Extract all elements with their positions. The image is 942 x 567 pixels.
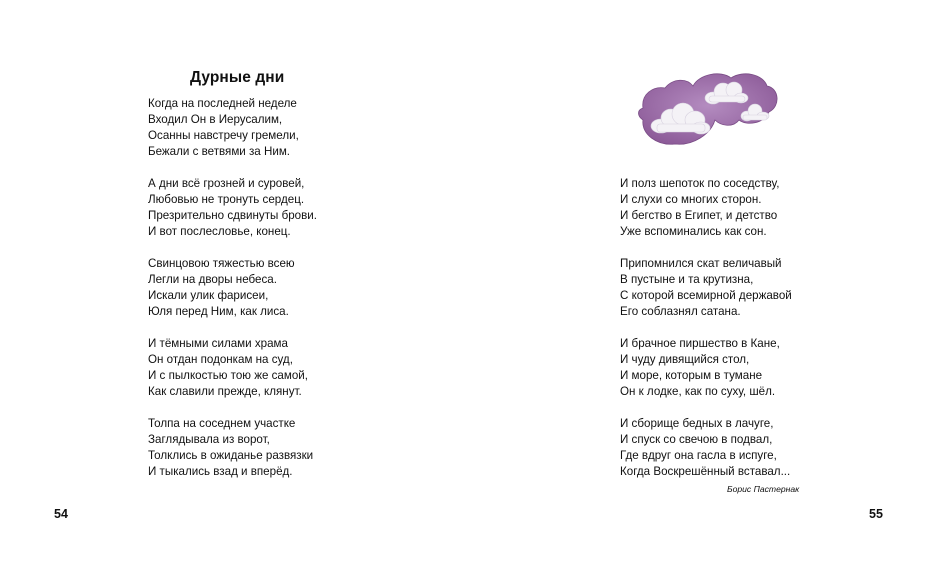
stanza — [620, 336, 792, 400]
poem-line: И слухи со многих сторон. — [620, 193, 762, 206]
poem-line: Он к лодке, как по суху, шёл. — [620, 385, 776, 398]
stanza — [148, 176, 317, 240]
poem-line: Юля перед Ним, как лиса. — [148, 305, 289, 318]
poem-line: Презрительно сдвинуты брови. — [148, 209, 317, 222]
poem-line: Его соблазнял сатана. — [620, 305, 741, 318]
poem-line: Любовью не тронуть сердец. — [148, 193, 305, 206]
stanza — [148, 416, 317, 480]
poem-line: Входил Он в Иерусалим, — [148, 113, 283, 126]
poem-line: И спуск со свечою в подвал, — [620, 433, 773, 446]
poem-line: Где вдруг она гасла в испуге, — [620, 449, 777, 462]
poem-line: Когда Воскрешённый вставал... — [620, 465, 791, 478]
poem-title: Дурные дни — [190, 69, 285, 86]
poem-line: Уже вспоминались как сон. — [620, 225, 767, 238]
poem-line: А дни всё грозней и суровей, — [148, 177, 305, 190]
right-page — [471, 0, 942, 567]
poem-line: В пустыне и та крутизна, — [620, 273, 754, 286]
stanza — [148, 336, 317, 400]
clouds-illustration — [635, 68, 781, 154]
poem-line: Он отдан подонкам на суд, — [148, 353, 293, 366]
poem-line: Свинцовою тяжестью всею — [148, 257, 295, 270]
poem-line: Припомнился скат величавый — [620, 257, 782, 270]
poem-line: И полз шепоток по соседству, — [620, 177, 780, 190]
poem-text-left — [148, 96, 317, 496]
poem-line: И бегство в Египет, и детство — [620, 209, 778, 222]
stanza — [148, 96, 317, 160]
page-number-right: 55 — [869, 507, 883, 521]
poem-line: Бежали с ветвями за Ним. — [148, 145, 291, 158]
poem-text-right — [620, 176, 792, 496]
poem-line: И чуду дивящийся стол, — [620, 353, 750, 366]
poem-line: И брачное пиршество в Кане, — [620, 337, 780, 350]
poem-line: Заглядывала из ворот, — [148, 433, 270, 446]
poem-line: Искали улик фарисеи, — [148, 289, 269, 302]
page-number-left: 54 — [54, 507, 68, 521]
stanza — [620, 176, 792, 240]
poem-line: И с пылкостью тою же самой, — [148, 369, 308, 382]
poem-line: С которой всемирной державой — [620, 289, 792, 302]
poem-line: Легли на дворы небеса. — [148, 273, 277, 286]
poem-line: Толклись в ожиданье развязки — [148, 449, 314, 462]
poem-line: И тёмными силами храма — [148, 337, 288, 350]
author-signature: Борис Пастернак — [727, 484, 800, 494]
stanza — [620, 256, 792, 320]
stanza — [620, 416, 792, 480]
poem-line: И вот послесловье, конец. — [148, 225, 291, 238]
poem-line: И море, которым в тумане — [620, 369, 763, 382]
poem-line: Когда на последней неделе — [148, 97, 297, 110]
poem-line: Осанны навстречу гремели, — [148, 129, 299, 142]
stanza — [148, 256, 317, 320]
poem-line: Толпа на соседнем участке — [148, 417, 296, 430]
poem-line: И сборище бедных в лачуге, — [620, 417, 774, 430]
poem-line: И тыкались взад и вперёд. — [148, 465, 293, 478]
poem-line: Как славили прежде, клянут. — [148, 385, 302, 398]
